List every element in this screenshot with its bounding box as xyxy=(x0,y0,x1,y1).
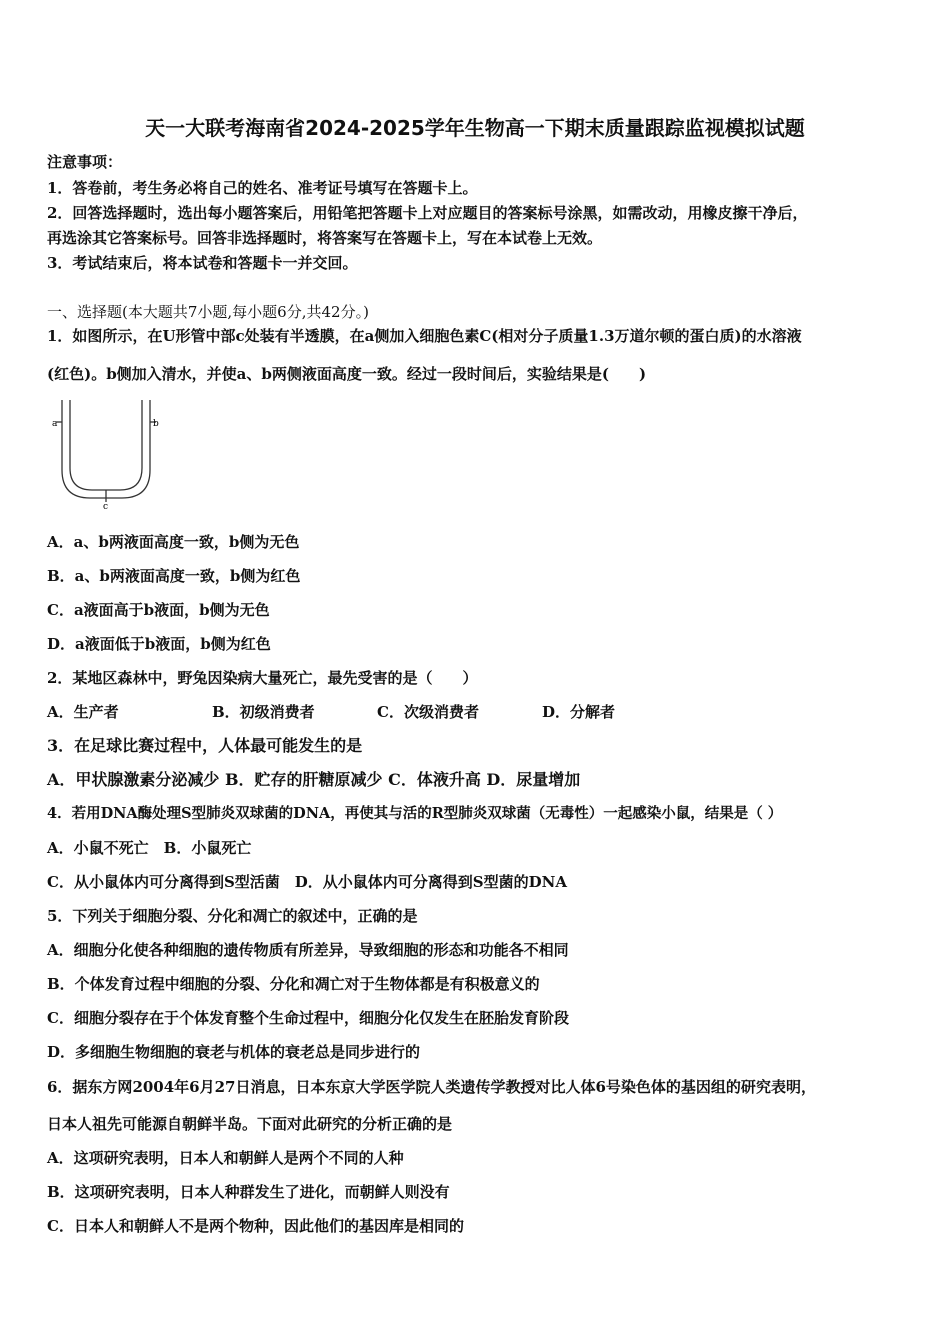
q6-stem-line1: 6．据东方网2004年6月27日消息，日本东京大学医学院人类遗传学教授对比人体6号染色体的基因组的研究表明， xyxy=(47,1078,816,1096)
q4-options-cd[interactable]: C．从小鼠体内可分离得到S型活菌 D．从小鼠体内可分离得到S型菌的DNA xyxy=(47,873,567,891)
label-b: b xyxy=(153,419,159,429)
q1-stem-line2: (红色)。b侧加入清水，并使a、b两侧液面高度一致。经过一段时间后，实验结果是( ) xyxy=(47,365,647,383)
q5-option-c[interactable]: C．细胞分裂存在于个体发育整个生命过程中，细胞分化仅发生在胚胎发育阶段 xyxy=(47,1009,569,1027)
q3-stem: 3．在足球比赛过程中，人体最可能发生的是 xyxy=(47,736,363,755)
q1-option-a[interactable]: A．a、b两液面高度一致，b侧为无色 xyxy=(47,533,300,551)
q6-option-a[interactable]: A．这项研究表明，日本人和朝鲜人是两个不同的人种 xyxy=(47,1149,404,1167)
q1-option-b[interactable]: B．a、b两液面高度一致，b侧为红色 xyxy=(47,567,301,585)
q2-options xyxy=(47,702,615,722)
q5-stem: 5．下列关于细胞分裂、分化和凋亡的叙述中，正确的是 xyxy=(47,907,418,925)
q6-option-c[interactable]: C．日本人和朝鲜人不是两个物种，因此他们的基因库是相同的 xyxy=(47,1217,464,1235)
u-tube-figure xyxy=(52,398,162,510)
q4-stem: 4．若用DNA酶处理S型肺炎双球菌的DNA，再使其与活的R型肺炎双球菌（无毒性）一起感染小鼠，结果是（ ） xyxy=(47,805,783,822)
page-title: 天一大联考海南省2024-2025学年生物高一下期末质量跟踪监视模拟试题 xyxy=(145,116,805,140)
q3-options[interactable]: A．甲状腺激素分泌减少 B．贮存的肝糖原减少 C．体液升高 D．尿量增加 xyxy=(47,770,581,789)
section-heading: 一、选择题(本大题共7小题,每小题6分,共42分。) xyxy=(47,303,369,321)
q2-option-d[interactable]: D．分解者 xyxy=(542,703,616,721)
label-a: a xyxy=(52,419,58,429)
q2-option-b[interactable]: B．初级消费者 xyxy=(212,703,315,721)
notice-heading: 注意事项： xyxy=(47,153,123,171)
q1-stem-line1: 1．如图所示，在U形管中部c处装有半透膜，在a侧加入细胞色素C(相对分子质量1.3万道尔顿的蛋白质)的水溶液 xyxy=(47,327,802,345)
notice-item-3: 3．考试结束后，将本试卷和答题卡一并交回。 xyxy=(47,254,358,272)
notice-item-1: 1．答卷前，考生务必将自己的姓名、准考证号填写在答题卡上。 xyxy=(47,179,478,197)
q5-option-b[interactable]: B．个体发育过程中细胞的分裂、分化和凋亡对于生物体都是有积极意义的 xyxy=(47,975,540,993)
q1-option-d[interactable]: D．a液面低于b液面，b侧为红色 xyxy=(47,635,271,653)
notice-item-2: 2．回答选择题时，选出每小题答案后，用铅笔把答题卡上对应题目的答案标号涂黑，如需改动，用橡皮擦干净后， xyxy=(47,204,808,222)
q6-stem-line2: 日本人祖先可能源自朝鲜半岛。下面对此研究的分析正确的是 xyxy=(47,1115,453,1133)
notice-item-2-cont: 再选涂其它答案标号。回答非选择题时，将答案写在答题卡上，写在本试卷上无效。 xyxy=(47,229,603,247)
q5-option-a[interactable]: A．细胞分化使各种细胞的遗传物质有所差异，导致细胞的形态和功能各不相同 xyxy=(47,941,569,959)
q6-option-b[interactable]: B．这项研究表明，日本人种群发生了进化，而朝鲜人则没有 xyxy=(47,1183,450,1201)
label-c: c xyxy=(103,502,109,510)
q2-option-c[interactable]: C．次级消费者 xyxy=(377,703,479,721)
q1-option-c[interactable]: C．a液面高于b液面，b侧为无色 xyxy=(47,601,270,619)
q2-stem: 2．某地区森林中，野兔因染病大量死亡，最先受害的是（ ） xyxy=(47,669,478,687)
u-tube-inner xyxy=(70,400,142,490)
q2-option-a[interactable]: A．生产者 xyxy=(47,703,119,721)
q5-option-d[interactable]: D．多细胞生物细胞的衰老与机体的衰老总是同步进行的 xyxy=(47,1043,421,1061)
q4-options-ab[interactable]: A．小鼠不死亡 B．小鼠死亡 xyxy=(47,839,252,857)
